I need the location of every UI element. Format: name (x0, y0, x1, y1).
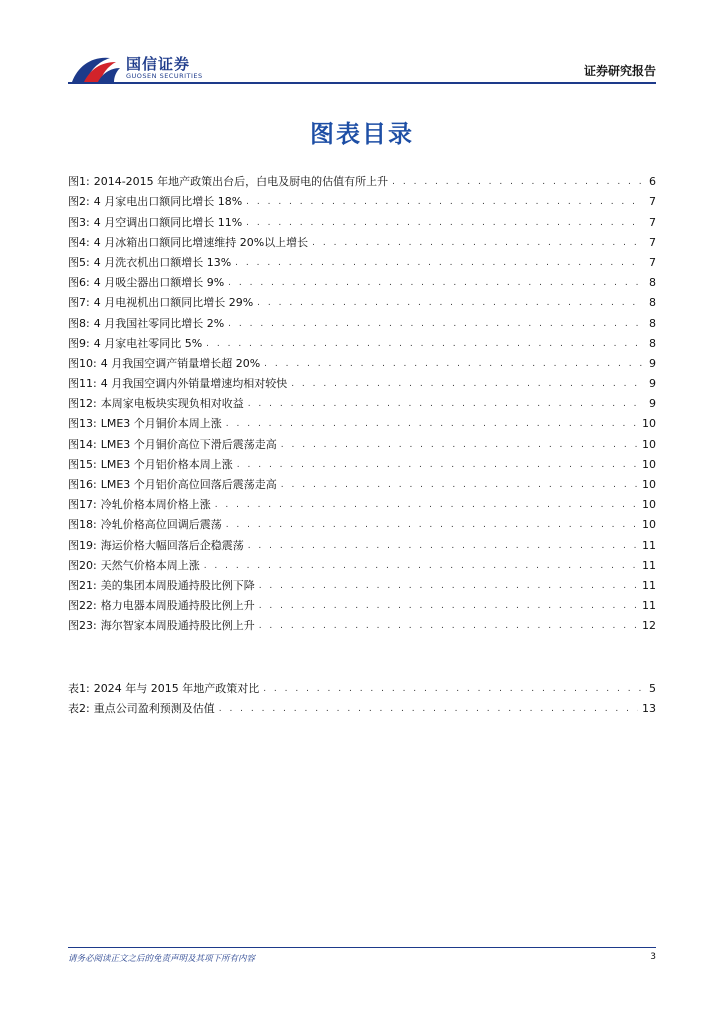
dot-leader (228, 317, 642, 331)
entry-page-number: 7 (649, 235, 656, 249)
entry-page-number: 8 (649, 336, 656, 350)
dot-leader (281, 478, 638, 492)
dot-leader (246, 216, 642, 230)
entry-page-number: 10 (642, 518, 656, 532)
entry-page-number: 8 (649, 276, 656, 290)
dot-leader (226, 417, 638, 431)
entry-title: 2024 年与 2015 年地产政策对比 (93, 682, 260, 696)
entry-label: 图11: (68, 377, 97, 391)
figure-toc-entry[interactable] (68, 351, 656, 371)
figure-toc-entry[interactable] (68, 593, 656, 613)
dot-leader (204, 559, 638, 573)
entry-title: 4 月冰箱出口额同比增速维持 20%以上增长 (93, 235, 309, 249)
entry-title: 4 月家电社零同比 5% (93, 336, 203, 350)
entry-label: 图15: (68, 457, 97, 471)
figure-toc-entry[interactable] (68, 290, 656, 310)
entry-label: 图2: (68, 195, 90, 209)
entry-label: 图18: (68, 518, 97, 532)
entry-page-number: 10 (642, 437, 656, 451)
entry-page-number: 7 (649, 195, 656, 209)
figure-toc-entry[interactable] (68, 532, 656, 552)
entry-label: 图1: (68, 175, 90, 189)
entry-label: 图7: (68, 296, 90, 310)
entry-label: 图13: (68, 417, 97, 431)
entry-page-number: 10 (642, 478, 656, 491)
entry-title: 4 月吸尘器出口额增长 9% (93, 276, 225, 290)
entry-page-number: 11 (642, 558, 656, 572)
dot-leader (257, 296, 642, 310)
entry-page-number: 7 (649, 255, 656, 269)
entry-title: LME3 个月铝价高位回落后震荡走高 (100, 478, 277, 491)
figure-toc-entry[interactable] (68, 411, 656, 431)
entry-label: 图5: (68, 255, 90, 269)
entry-title: 本周家电板块实现负相对收益 (100, 397, 244, 411)
entry-page-number: 8 (649, 316, 656, 330)
entry-title: 4 月我国空调内外销量增速均相对较快 (100, 377, 288, 391)
entry-page-number: 10 (642, 457, 656, 471)
entry-label: 图22: (68, 599, 97, 613)
entry-page-number: 7 (649, 215, 656, 229)
disclaimer-note: 请务必阅读正文之后的免责声明及其项下所有内容 (68, 954, 256, 964)
entry-title: 格力电器本周股通持股比例上升 (100, 599, 255, 613)
entry-title: 美的集团本周股通持股比例下降 (100, 578, 255, 592)
figure-toc-entry[interactable] (68, 270, 656, 290)
entry-title: 海运价格大幅回落后企稳震荡 (100, 538, 244, 552)
entry-label: 图8: (68, 316, 90, 330)
entry-page-number: 13 (642, 702, 656, 716)
entry-label: 图19: (68, 538, 97, 552)
figure-toc-entry[interactable] (68, 452, 656, 472)
figure-toc-entry[interactable] (68, 310, 656, 330)
entry-page-number: 9 (649, 377, 656, 391)
entry-page-number: 12 (642, 619, 656, 633)
dot-leader (246, 195, 642, 209)
dot-leader (281, 438, 638, 452)
page-title: 图表目录 (310, 120, 414, 148)
table-list (68, 676, 656, 716)
entry-label: 图16: (68, 478, 97, 491)
entry-label: 图17: (68, 498, 97, 512)
dot-leader (312, 236, 642, 250)
dot-leader (215, 498, 638, 512)
entry-label: 图23: (68, 619, 97, 633)
dot-leader (248, 539, 638, 553)
dot-leader (291, 377, 642, 391)
dot-leader (264, 357, 642, 371)
figure-list (68, 169, 656, 633)
entry-title: 冷轧价格本周价格上涨 (100, 498, 211, 512)
table-toc-entry[interactable] (68, 676, 656, 696)
dot-leader (248, 397, 642, 411)
entry-page-number: 6 (649, 175, 656, 189)
figure-toc-entry[interactable] (68, 492, 656, 512)
header-divider (68, 82, 656, 84)
entry-page-number: 11 (642, 538, 656, 552)
dot-leader (219, 702, 638, 716)
dot-leader (263, 682, 642, 696)
guosen-logo (70, 52, 210, 86)
entry-label: 图9: (68, 336, 90, 350)
entry-page-number: 5 (649, 682, 656, 696)
figure-toc-entry[interactable] (68, 169, 656, 189)
entry-title: LME3 个月铜价本周上涨 (100, 417, 222, 431)
entry-title: LME3 个月铝价格本周上涨 (100, 457, 233, 471)
figure-toc-entry[interactable] (68, 189, 656, 209)
entry-label: 图6: (68, 276, 90, 290)
page-header (0, 0, 724, 90)
dot-leader (392, 175, 642, 189)
entry-title: 天然气价格本周上涨 (100, 558, 200, 572)
dot-leader (226, 518, 638, 532)
dot-leader (237, 458, 638, 472)
figure-toc-entry[interactable] (68, 553, 656, 573)
figure-toc-entry[interactable] (68, 472, 656, 492)
dot-leader (259, 619, 638, 633)
entry-title: 2014-2015 年地产政策出台后，白电及厨电的估值有所上升 (93, 175, 389, 189)
entry-label: 图14: (68, 437, 97, 451)
entry-title: 重点公司盈利预测及估值 (93, 702, 215, 716)
entry-page-number: 8 (649, 296, 656, 310)
figure-toc-entry[interactable] (68, 331, 656, 351)
entry-label: 图12: (68, 397, 97, 411)
entry-page-number: 11 (642, 578, 656, 592)
entry-title: 4 月我国社零同比增长 2% (93, 316, 225, 330)
entry-page-number: 10 (642, 417, 656, 431)
dot-leader (259, 579, 638, 593)
figure-toc-entry[interactable] (68, 250, 656, 270)
entry-page-number: 9 (649, 397, 656, 411)
figure-toc-entry[interactable] (68, 613, 656, 633)
entry-title: 4 月电视机出口额同比增长 29% (93, 296, 254, 310)
entry-title: 4 月洗衣机出口额增长 13% (93, 255, 232, 269)
table-toc-entry[interactable] (68, 696, 656, 716)
entry-title: 海尔智家本周股通持股比例上升 (100, 619, 255, 633)
entry-label: 表2: (68, 702, 90, 716)
entry-page-number: 11 (642, 599, 656, 613)
entry-title: 冷轧价格高位回调后震荡 (100, 518, 222, 532)
entry-page-number: 9 (649, 356, 656, 370)
entry-label: 图4: (68, 235, 90, 249)
figure-toc-entry[interactable] (68, 209, 656, 229)
figure-toc-entry[interactable] (68, 573, 656, 593)
figure-toc-entry[interactable] (68, 512, 656, 532)
entry-label: 图21: (68, 578, 97, 592)
entry-label: 图20: (68, 558, 97, 572)
guosen-logo-mark (70, 52, 122, 86)
logo-english-name: GUOSEN SECURITIES (126, 72, 203, 80)
entry-label: 图3: (68, 215, 90, 229)
figure-toc-entry[interactable] (68, 431, 656, 451)
figure-toc-entry[interactable] (68, 371, 656, 391)
report-type-label: 证券研究报告 (583, 64, 656, 78)
entry-label: 表1: (68, 682, 90, 696)
dot-leader (259, 599, 638, 613)
entry-title: 4 月我国空调产销量增长超 20% (100, 356, 261, 370)
figure-toc-entry[interactable] (68, 391, 656, 411)
logo-chinese-name: 国信证券 (126, 55, 191, 73)
footer-divider (68, 947, 656, 948)
entry-title: LME3 个月铜价高位下滑后震荡走高 (100, 437, 277, 451)
entry-title: 4 月家电出口额同比增长 18% (93, 195, 243, 209)
dot-leader (235, 256, 642, 270)
entry-title: 4 月空调出口额同比增长 11% (93, 215, 243, 229)
dot-leader (228, 276, 642, 290)
dot-leader (206, 337, 642, 351)
entry-label: 图10: (68, 356, 97, 370)
page-number: 3 (650, 952, 656, 962)
entry-page-number: 10 (642, 498, 656, 512)
figure-toc-entry[interactable] (68, 230, 656, 250)
